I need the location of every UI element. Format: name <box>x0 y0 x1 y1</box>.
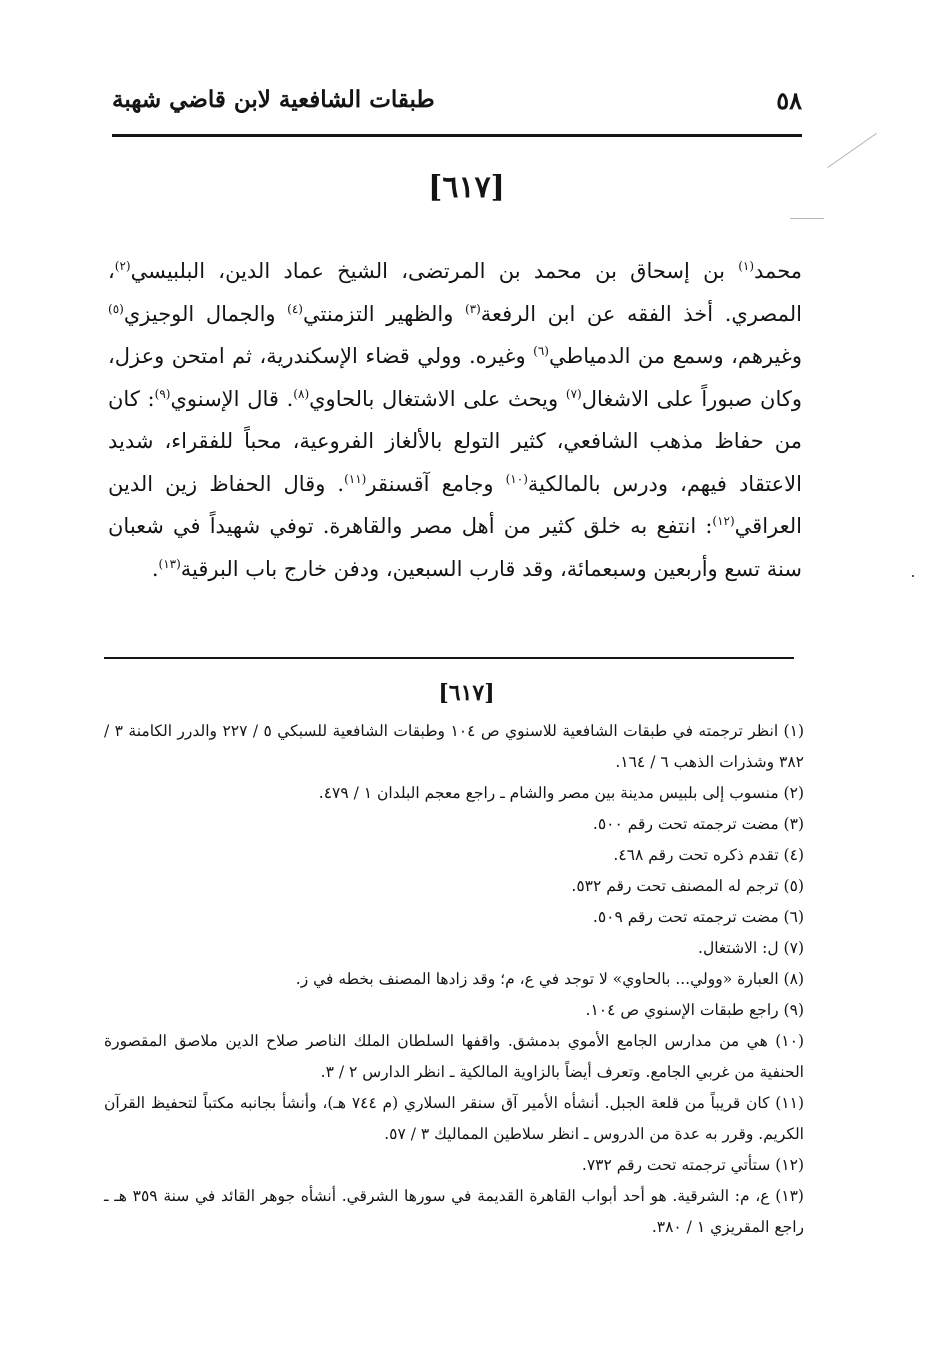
text-segment: : كان من حفاظ مذهب الشافعي، كثير التولع بالألغاز الفروعية، محباً للفقراء، شديد الاعتقاد فيهم، ودرس بالمالكية <box>108 386 802 496</box>
text-segment: ، المصري. أخذ الفقه عن ابن الرفعة <box>108 259 802 326</box>
text-segment: وغيرهم، وسمع من الدمياطي <box>548 344 802 368</box>
text-segment: بن إسحاق بن محمد بن المرتضى، الشيخ عماد الدين، البلبيسي <box>130 259 739 283</box>
footnote-marker: (١٠) <box>505 471 528 486</box>
footnote-item: (١١) كان قريباً من قلعة الجبل. أنشأه الأمير آق سنقر السلاري (م ٧٤٤ هـ)، وأنشأ بجانبه مكتباً لتحفيظ القرآن الكريم. وقرر به عدة من الدروس ـ انظر سلاطين المماليك ٣ / ٥٧. <box>104 1094 804 1143</box>
footnote-item: (١٠) هي من مدارس الجامع الأموي بدمشق. واقفها السلطان الملك الناصر صلاح الدين ملاصق المقصورة الحنفية من غربي الجامع. وتعرف أيضاً بالزاوية المالكية ـ انظر الدارس ٢ / ٣. <box>104 1032 804 1081</box>
header-rule <box>112 134 802 137</box>
text-segment: ويحث على الاشتغال بالحاوي <box>309 386 566 411</box>
footnote-marker: (٨) <box>293 386 310 401</box>
footnote-item: (٣) مضت ترجمته تحت رقم ٥٠٠. <box>592 815 804 833</box>
running-header <box>112 84 802 124</box>
footnotes-section <box>104 716 804 1243</box>
footnote-marker: (٣) <box>464 301 481 316</box>
footnote-item: (١٣) ع، م: الشرقية. هو أحد أبواب القاهرة القديمة في سورها الشرقي. أنشأه جوهر القائد في سنة ٣٥٩ هـ ـ راجع المقريزي ١ / ٣٨٠. <box>104 1187 804 1236</box>
footnote-marker: (٩) <box>154 386 171 401</box>
text-segment: . وقال الحفاظ زين الدين العراقي <box>108 471 802 538</box>
footnote-marker: (٦) <box>533 344 549 358</box>
footnote-item: (٩) راجع طبقات الإسنوي ص ١٠٤. <box>585 1001 804 1019</box>
text-segment: والجمال الوجيزي <box>123 301 288 326</box>
biography-text <box>108 250 802 590</box>
footnote-item: (١٢) ستأتي ترجمته تحت رقم ٧٣٢. <box>581 1156 804 1174</box>
footnote-item: (٥) ترجم له المصنف تحت رقم ٥٣٢. <box>571 877 804 895</box>
footnote-item: (٦) مضت ترجمته تحت رقم ٥٠٩. <box>592 908 804 926</box>
footnote-marker: (٧) <box>565 386 582 401</box>
footnote-item: (٢) منسوب إلى بلبيس مدينة بين مصر والشام ـ راجع معجم البلدان ١ / ٤٧٩. <box>318 784 804 802</box>
footnote-item: (٧) ل: الاشتغال. <box>698 939 804 957</box>
footnote-marker: (٥) <box>108 301 124 316</box>
scan-artifact <box>912 575 914 577</box>
scan-artifact <box>790 218 824 219</box>
footnote-separator <box>104 657 794 659</box>
text-segment: . <box>151 556 159 581</box>
footnotes-heading: [٦١٧] <box>438 680 495 706</box>
text-segment: . قال الإسنوي <box>170 386 294 411</box>
text-segment: محمد <box>754 259 802 283</box>
text-segment: والظهير التزمنتي <box>302 301 465 326</box>
footnote-marker: (١١) <box>344 471 367 486</box>
footnote-marker: (١٣) <box>158 556 181 571</box>
footnote-item: (٨) العبارة «وولي... بالحاوي» لا توجد في ع، م؛ وقد زادها المصنف بخطه في ز. <box>295 970 804 988</box>
footnote-item: (٤) تقدم ذكره تحت رقم ٤٦٨. <box>613 846 804 864</box>
text-segment: وغيره. وولي قضاء الإسكندرية، ثم امتحن وعزل، وكان صبوراً على الاشغال <box>108 344 802 411</box>
footnote-marker: (٢) <box>114 259 131 273</box>
page-number: ٥٨ <box>776 86 802 115</box>
entry-number: [٦١٧] <box>428 170 505 205</box>
footnote-marker: (١٢) <box>712 514 735 528</box>
book-title: طبقات الشافعية لابن قاضي شهبة <box>112 86 435 113</box>
footnote-item: (١) انظر ترجمته في طبقات الشافعية للاسنوي ص ١٠٤ وطبقات الشافعية للسبكي ٥ / ٢٢٧ والدرر الكامنة ٣ / ٣٨٢ وشذرات الذهب ٦ / ١٦٤. <box>104 722 804 771</box>
text-segment: وجامع آقسنقر <box>366 471 506 496</box>
text-segment: : انتفع به خلق كثير من أهل مصر والقاهرة. توفي شهيداً في شعبان سنة تسع وأربعين وسبعمائة، وقد قارب السبعين، ودفن خارج باب البرقية <box>108 514 802 581</box>
footnote-marker: (٤) <box>287 301 303 316</box>
footnote-marker: (١) <box>738 259 755 273</box>
scan-artifact <box>827 133 877 168</box>
